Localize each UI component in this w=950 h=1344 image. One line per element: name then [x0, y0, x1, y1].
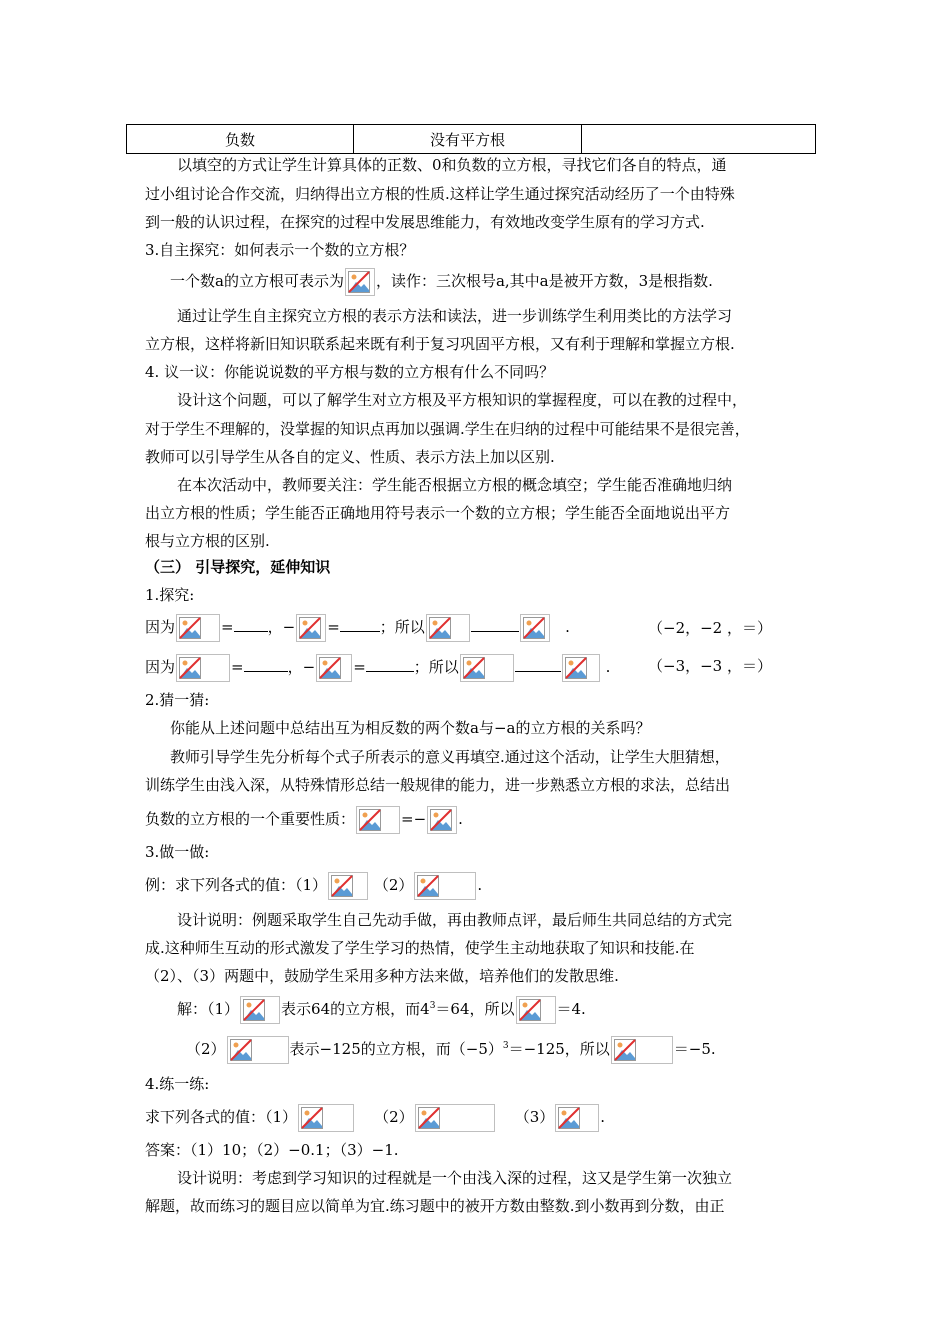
formula-image-icon — [298, 1104, 354, 1132]
formula-image-icon — [611, 1036, 673, 1064]
formula-image-icon — [520, 614, 550, 642]
text: ；所以 — [379, 618, 425, 636]
text: = — [327, 618, 340, 636]
table-cell: 没有平方根 — [354, 125, 582, 154]
solution-line — [177, 996, 586, 1024]
section-heading: 1.探究: — [145, 586, 195, 604]
formula-image-icon — [427, 806, 457, 834]
text: − — [302, 658, 316, 676]
text: = — [353, 658, 366, 676]
text: （2） — [373, 876, 414, 894]
formula-image-icon — [414, 872, 476, 900]
fill-blank — [515, 671, 561, 672]
paragraph-line: 过小组讨论合作交流，归纳得出立方根的性质.这样让学生通过探究活动经历了一个由特殊 — [145, 185, 735, 203]
text: 表示64的立方根，而4 — [281, 1000, 430, 1018]
text: ，读作：三次根号a,其中a是被开方数，3是根指数. — [375, 272, 713, 290]
fill-blank — [234, 631, 268, 632]
paragraph-line: 教师引导学生先分析每个式子所表示的意义再填空.通过这个活动，让学生大胆猜想， — [170, 748, 730, 766]
section-heading: 3.做一做: — [145, 843, 210, 861]
paragraph-line: （2）、（3）两题中，鼓励学生采用多种方法来做，培养他们的发散思维. — [145, 967, 619, 985]
paragraph-line: 你能从上述问题中总结出互为相反数的两个数a与−a的立方根的关系吗？ — [170, 719, 651, 737]
text: （2） — [186, 1040, 226, 1058]
formula-image-icon — [176, 654, 230, 682]
text: ＝64，所以 — [435, 1000, 515, 1018]
text: 因为 — [145, 618, 176, 636]
text: ＝−125，所以 — [508, 1040, 610, 1058]
table-cell — [582, 125, 816, 154]
text: 表示−125的立方根，而（−5） — [289, 1040, 503, 1058]
text: . — [565, 618, 570, 636]
text: （2） — [374, 1108, 414, 1126]
superscript: 3 — [429, 1001, 436, 1011]
answer-line: 答案：（1）10；（2）−0.1；（3）−1. — [145, 1141, 399, 1159]
paragraph-line: 以填空的方式让学生计算具体的正数、0和负数的立方根，寻找它们各自的特点，通 — [177, 156, 727, 174]
fill-blank — [244, 671, 288, 672]
formula-image-icon — [426, 614, 470, 642]
text: . — [477, 876, 483, 894]
table-cell: 负数 — [127, 125, 354, 154]
paragraph-line: 出立方根的性质；学生能否正确地用符号表示一个数的立方根；学生能否全面地说出平方 — [145, 504, 731, 522]
paragraph-line: 教师可以引导学生从各自的定义、性质、表示方法上加以区别. — [145, 448, 555, 466]
text: 求下列各式的值：（1） — [145, 1108, 298, 1126]
text: （3） — [514, 1108, 555, 1126]
formula-image-icon — [415, 1104, 495, 1132]
top-table — [126, 124, 816, 154]
section-title: （三） 引导探究，延伸知识 — [145, 558, 331, 576]
formula-image-icon — [562, 654, 600, 682]
fill-blank — [366, 671, 414, 672]
formula-image-icon — [460, 654, 514, 682]
paragraph-line: 训练学生由浅入深，从特殊情形总结一般规律的能力，进一步熟悉立方根的求法，总结出 — [145, 776, 731, 794]
formula-image-icon — [555, 1104, 599, 1132]
section-heading: 2.猜一猜: — [145, 691, 210, 709]
text: 一个数a的立方根可表示为 — [170, 272, 344, 290]
table-row — [127, 125, 816, 154]
formula-image-icon — [240, 996, 280, 1024]
superscript: 3 — [502, 1041, 509, 1051]
text: ＝−5. — [673, 1040, 716, 1058]
text: ， — [267, 618, 283, 636]
text: ＝4. — [556, 1000, 586, 1018]
text: 负数的立方根的一个重要性质： — [145, 810, 356, 828]
fill-blank — [340, 631, 380, 632]
text: . — [605, 658, 611, 676]
equation-line — [145, 1104, 605, 1132]
text: = — [221, 618, 234, 636]
equation-line — [145, 654, 610, 682]
paragraph-line: 通过让学生自主探究立方根的表示方法和读法，进一步训练学生利用类比的方法学习 — [177, 307, 733, 325]
text: ， — [287, 658, 303, 676]
paragraph-line: 成.这种师生互动的形式激发了学生学习的热情，使学生主动地获取了知识和技能.在 — [145, 939, 695, 957]
text: ；所以 — [413, 658, 459, 676]
formula-image-icon — [176, 614, 220, 642]
text: 解：（1） — [177, 1000, 240, 1018]
text: 例：求下列各式的值：（1） — [145, 876, 328, 894]
paragraph-line: 解题，故而练习的题目应以简单为宜.练习题中的被开方数由整数.到小数再到分数，由正 — [145, 1197, 725, 1215]
section-heading: 4.练一练: — [145, 1075, 210, 1093]
text: . — [600, 1108, 606, 1126]
text: . — [458, 810, 463, 828]
section-heading: 4. 议一议：你能说说数的平方根与数的立方根有什么不同吗？ — [145, 363, 555, 381]
formula-image-icon — [296, 614, 326, 642]
equation-line — [145, 872, 482, 900]
paragraph-line: 设计说明：考虑到学习知识的过程就是一个由浅入深的过程，这又是学生第一次独立 — [177, 1169, 733, 1187]
equation-line — [145, 614, 570, 642]
fill-blank — [471, 631, 519, 632]
formula-image-icon — [345, 268, 375, 296]
formula-image-icon — [316, 654, 352, 682]
solution-line — [186, 1036, 716, 1064]
formula-image-icon — [328, 872, 368, 900]
paragraph-line: 根与立方根的区别. — [145, 532, 270, 550]
answer-hint: （−3，−3 ，＝） — [648, 657, 772, 675]
formula-image-icon — [356, 806, 400, 834]
equation-line — [145, 806, 463, 834]
paragraph-line: 到一般的认识过程，在探究的过程中发展思维能力，有效地改变学生原有的学习方式. — [145, 213, 705, 231]
text: − — [282, 618, 296, 636]
paragraph-line: 设计这个问题，可以了解学生对立方根及平方根知识的掌握程度，可以在教的过程中， — [177, 391, 748, 409]
formula-image-icon — [227, 1036, 289, 1064]
section-heading: 3.自主探究：如何表示一个数的立方根？ — [145, 241, 415, 259]
text: 因为 — [145, 658, 176, 676]
text-line — [170, 268, 713, 296]
text: = — [231, 658, 244, 676]
paragraph-line: 在本次活动中，教师要关注：学生能否根据立方根的概念填空；学生能否准确地归纳 — [177, 476, 733, 494]
paragraph-line: 设计说明：例题采取学生自己先动手做，再由教师点评，最后师生共同总结的方式完 — [177, 911, 733, 929]
paragraph-line: 对于学生不理解的，没掌握的知识点再加以强调.学生在归纳的过程中可能结果不是很完善， — [145, 420, 750, 438]
text: =− — [401, 810, 427, 828]
formula-image-icon — [516, 996, 556, 1024]
answer-hint: （−2，−2 ，＝） — [648, 619, 772, 637]
paragraph-line: 立方根，这样将新旧知识联系起来既有利于复习巩固平方根，又有利于理解和掌握立方根. — [145, 335, 735, 353]
